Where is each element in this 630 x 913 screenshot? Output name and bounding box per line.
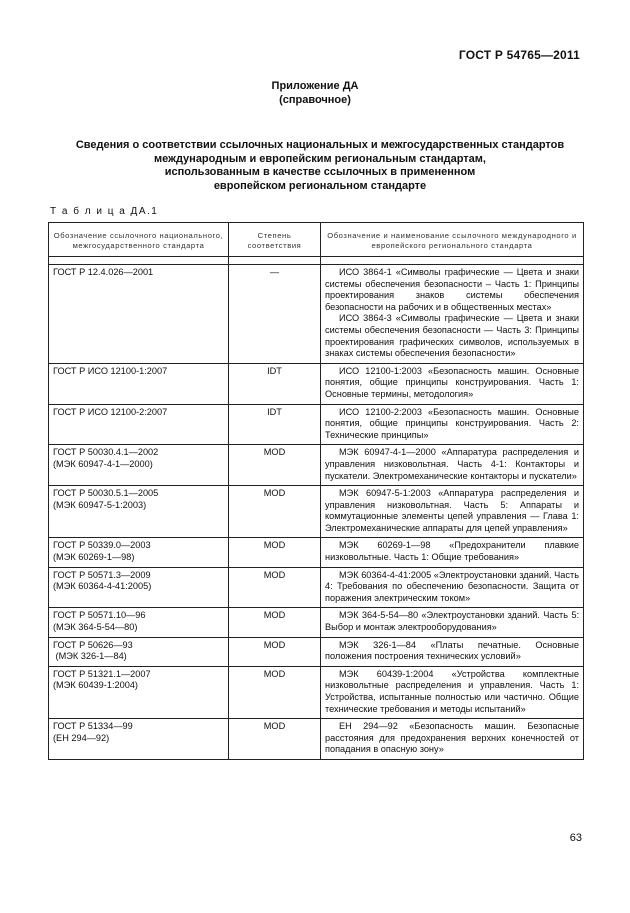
section-heading	[60, 139, 580, 193]
national-standard-code: ГОСТ Р ИСО 12100-1:2007	[53, 365, 168, 376]
appendix-title: Приложение ДА	[271, 80, 359, 92]
table-row	[49, 719, 584, 760]
national-standard-cell	[49, 538, 229, 567]
international-standard-cell	[321, 404, 584, 445]
international-standard-cell	[321, 363, 584, 404]
table-row	[49, 265, 584, 364]
equivalent-standard-code: (МЭК 364-5-54—80)	[53, 622, 138, 633]
international-standard-text: МЭК 60269-1—98 «Предохранители плавкие низковольтные. Часть 1: Общие требования»	[325, 540, 579, 563]
international-standard-text: МЭК 60364-4-41:2005 «Электроустановки зданий. Часть 4: Требования по обеспечению безопасности. Защита от поражения электрическим током»	[325, 569, 579, 603]
correspondence-degree: MOD	[229, 608, 321, 637]
national-standard-cell	[49, 265, 229, 364]
national-standard-code: ГОСТ Р ИСО 12100-2:2007	[53, 406, 168, 417]
correspondence-degree: —	[229, 265, 321, 364]
national-standard-code: ГОСТ Р 51334—99	[53, 721, 133, 732]
international-standard-text: МЭК 60439-1:2004 «Устройства комплектные низковольтные распределения и управления. Часть 1: Устройства, испытанные полностью или частично. Общие технические требования и методы испытаний»	[325, 668, 579, 714]
table-row	[49, 567, 584, 608]
international-standard-cell	[321, 445, 584, 486]
table-row	[49, 363, 584, 404]
international-standard-text: ИСО 3864-3 «Символы графические — Цвета и знаки системы обеспечения безопасности — Часть 3: Принципы проектирования графических символов, используемых в знаках системы обеспечения безопасности»	[325, 313, 579, 359]
national-standard-code: ГОСТ Р 51321.1—2007	[53, 668, 151, 679]
heading-line: международным и европейским региональным стандартам,	[154, 152, 486, 165]
national-standard-cell	[49, 404, 229, 445]
table-row	[49, 445, 584, 486]
column-header-international: Обозначение и наименование ссылочного международного и европейского регионального стандарта	[321, 223, 584, 257]
appendix-header	[0, 79, 630, 107]
equivalent-standard-code: (МЭК 326-1—84)	[53, 651, 127, 662]
correspondence-degree: MOD	[229, 567, 321, 608]
international-standard-text: ЕН 294—92 «Безопасность машин. Безопасные расстояния для предохранения верхних конечностей от попадания в опасную зону»	[325, 721, 579, 755]
correspondence-degree: MOD	[229, 666, 321, 718]
standard-code: ГОСТ Р 54765—2011	[458, 48, 580, 62]
national-standard-cell	[49, 608, 229, 637]
national-standard-code: ГОСТ Р 50571.3—2009	[53, 569, 151, 580]
international-standard-text: ИСО 12100-2:2003 «Безопасность машин. Основные понятия, общие принципы конструирования. Часть 2: Технические принципы»	[325, 406, 579, 440]
international-standard-cell	[321, 486, 584, 538]
table-row	[49, 637, 584, 666]
national-standard-code: ГОСТ Р 12.4.026—2001	[53, 267, 154, 277]
international-standard-text: МЭК 326-1—84 «Платы печатные. Основные положения построения технических условий»	[325, 639, 579, 662]
international-standard-cell	[321, 608, 584, 637]
international-standard-cell	[321, 567, 584, 608]
international-standard-cell	[321, 538, 584, 567]
correspondence-degree: MOD	[229, 445, 321, 486]
column-header-national: Обозначение ссылочного национального, межгосударственного стандарта	[49, 223, 229, 257]
heading-line: европейском региональном стандарте	[213, 179, 427, 192]
correspondence-table	[48, 222, 584, 760]
table-row	[49, 666, 584, 718]
international-standard-cell	[321, 637, 584, 666]
international-standard-cell	[321, 666, 584, 718]
correspondence-degree: MOD	[229, 486, 321, 538]
national-standard-code: ГОСТ Р 50030.4.1—2002	[53, 447, 159, 458]
appendix-subtitle: (справочное)	[279, 94, 351, 106]
national-standard-cell	[49, 445, 229, 486]
national-standard-cell	[49, 637, 229, 666]
national-standard-code: ГОСТ Р 50626—93	[53, 639, 133, 650]
international-standard-text: ИСО 12100-1:2003 «Безопасность машин. Основные понятия, общие принципы конструирования. Часть 1: Основные термины, методология»	[325, 365, 579, 399]
international-standard-text: ИСО 3864-1 «Символы графические — Цвета и знаки системы обеспечения безопасности – Часть 1: Принципы проектирования знаков системы обеспечения безопасности на рабочих и в общественных местах»	[325, 267, 579, 312]
table-row	[49, 538, 584, 567]
national-standard-cell	[49, 363, 229, 404]
table-row	[49, 404, 584, 445]
national-standard-cell	[49, 666, 229, 718]
national-standard-code: ГОСТ Р 50571.10—96	[53, 610, 146, 621]
national-standard-code: ГОСТ Р 50030.5.1—2005	[53, 488, 159, 499]
national-standard-cell	[49, 486, 229, 538]
table-label: Т а б л и ц а ДА.1	[50, 206, 159, 217]
equivalent-standard-code: (МЭК 60947-4-1—2000)	[53, 458, 153, 469]
table-row	[49, 486, 584, 538]
equivalent-standard-code: (МЭК 60439-1:2004)	[53, 680, 138, 691]
heading-line: Сведения о соответствии ссылочных национальных и межгосударственных стандартов	[75, 139, 565, 151]
equivalent-standard-code: (МЭК 60947-5-1:2003)	[53, 499, 147, 510]
national-standard-cell	[49, 567, 229, 608]
equivalent-standard-code: (ЕН 294—92)	[53, 732, 110, 743]
national-standard-code: ГОСТ Р 50339.0—2003	[53, 540, 151, 551]
correspondence-degree: IDT	[229, 363, 321, 404]
correspondence-degree: MOD	[229, 719, 321, 760]
national-standard-cell	[49, 719, 229, 760]
international-standard-cell	[321, 265, 584, 364]
correspondence-degree: IDT	[229, 404, 321, 445]
correspondence-degree: MOD	[229, 538, 321, 567]
equivalent-standard-code: (МЭК 60364-4-41:2005)	[53, 581, 152, 592]
international-standard-cell	[321, 719, 584, 760]
equivalent-standard-code: (МЭК 60269-1—98)	[53, 552, 135, 563]
correspondence-degree: MOD	[229, 637, 321, 666]
heading-line: использованным в качестве ссылочных в примененном	[164, 166, 476, 178]
international-standard-text: МЭК 364-5-54—80 «Электроустановки зданий. Часть 5: Выбор и монтаж электрооборудования»	[325, 610, 579, 633]
column-header-degree: Степень соответствия	[229, 223, 321, 257]
international-standard-text: МЭК 60947-5-1:2003 «Аппаратура распределения и управления низковольтная. Часть 5: Аппараты и коммутационные элементы цепей управления — Глава 1: Электромеханические аппараты для цепей управления»	[325, 488, 579, 533]
international-standard-text: МЭК 60947-4-1—2000 «Аппаратура распределения и управления низковольтная. Часть 4-1: Контакторы и пускатели. Электромеханические контакторы и пускатели»	[325, 447, 579, 481]
table-row	[49, 608, 584, 637]
header-separator	[49, 257, 584, 265]
page-number: 63	[569, 832, 582, 844]
table-header-row	[49, 223, 584, 257]
